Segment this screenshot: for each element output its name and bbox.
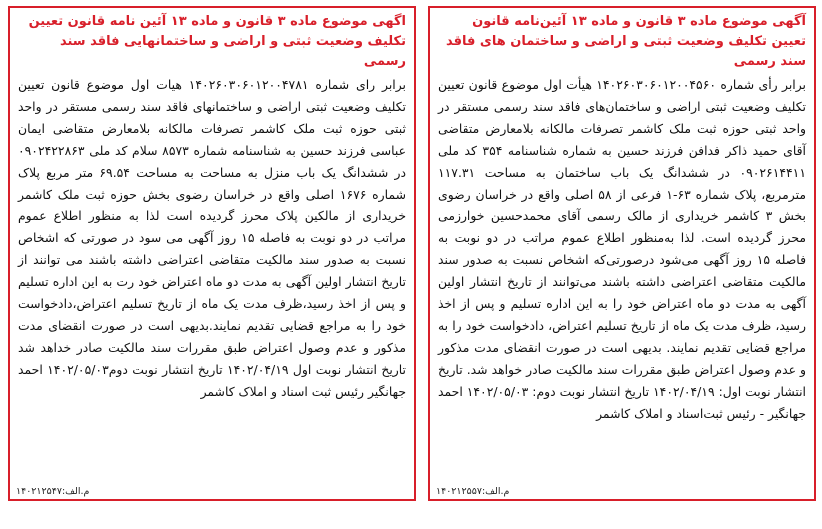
notice-right-body: برابر رأی شماره ۱۴۰۲۶۰۳۰۶۰۱۲۰۰۴۵۶۰ هیأت اول موضوع قانون تعیین تکلیف وضعیت ثبتی اراضی و ساختمان‌های فاقد سند رسمی مستقر در واحد ثبتی حوزه ثبت ملک کاشمر تصرفات مالکانه بلامعارض متقاضی آقای حمید ذاکر فدافن فرزند حسین به شماره شناسنامه ۳۵۴ کد ملی ۰۹۰۲۶۱۴۴۱۱ در ششدانگ یک باب ساختمان به مساحت ۱۱۷.۳۱ مترمربع، پلاک شماره ۶۳-۱ فرعی از ۵۸ اصلی واقع در خراسان رضوی بخش ۳ کاشمر خریداری از مالک رسمی آقای محمدحسین خوارزمی محرز گردیده است. لذا به‌منظور اطلاع عموم مراتب در دو نوبت به فاصله ۱۵ روز آگهی می‌شود درصورتی‌که اشخاص نسبت به صدور سند مالکیت متقاضی اعتراضی داشته باشند می‌توانند از تاریخ انتشار اولین آگهی به مدت دو ماه اعتراض خود را به این اداره تسلیم و پس از اخذ رسید، ظرف مدت یک ماه از تاریخ تسلیم اعتراض، دادخواست خود را به مراجع قضایی تقدیم نمایند. بدیهی است در صورت انقضای مدت مذکور و عدم وصول اعتراض طبق مقررات سند مالکیت صادر خواهد شد. تاریخ انتشار نوبت اول: ۱۴۰۲/۰۴/۱۹ تاریخ انتشار نوبت دوم: ۱۴۰۲/۰۵/۰۳ احمد جهانگیر - رئیس ثبت‌اسناد و املاک کاشمر [438,77,807,421]
notice-right [428,6,816,501]
notice-left-title: اگهی موضوع ماده ۳ قانون و ماده ۱۳ آئین نامه قانون تعیین تکلیف وضعیت ثبتی و اراضی و ساختمانهایی فاقد سند رسمی [28,14,406,69]
notice-right-ref: م.الف:۱۴۰۲۱۲۵۵۷ [436,486,510,497]
notice-left [8,6,416,501]
notice-left-body: برابر رای شماره ۱۴۰۲۶۰۳۰۶۰۱۲۰۰۴۷۸۱ هیات اول موضوع قانون تعیین تکلیف وضعیت ثبتی اراضی و ساختمانهای فاقد سند رسمی مستقر در واحد ثبتی حوزه ثبت ملک کاشمر تصرفات مالکانه بلامعارض متقاضی ایمان عباسی فرزند حسین به شناسنامه شماره ۸۵۷۳ سلام کد ملی ۰۹۰۲۴۲۲۸۶۳ در ششدانگ یک باب منزل به مساحت به مساحت ۶۹.۵۴ متر مربع پلاک شماره ۱۶۷۶ اصلی واقع در خراسان رضوی بخش حوزه ثبت ملک کاشمر خریداری از مالکین پلاک محرز گردیده است لذا به منظور اطلاع عموم مراتب در دو نوبت به فاصله ۱۵ روز آگهی می سود در صورتی که اشخاص نسبت به صدور سند مالکیت متقاضی اعتراضی داشته باشند می توانند از تاریخ انتشار اولین آگهی به مدت دو ماه اعتراض خود رت به این اداره تسلیم و پس از اخذ رسید،ظرف مدت یک ماه از تاریخ تسلیم اعتراض،دادخواست خود را به مراجع قضایی تقدیم نمایند.بدیهی است در صورت انقضای مدت مذکور و عدم وصول اعتراض طبق مقررات سند مالکیت صادر خداهد شد تاریخ انتشار نوبت اول ۱۴۰۲/۰۴/۱۹ تاریخ انتشار نوبت دوم۱۴۰۲/۰۵/۰۳ احمد جهانگیر رئیس ثبت اسناد و املاک کاشمر [18,77,407,399]
notice-left-ref: م.الف:۱۴۰۲۱۲۵۴۷ [16,486,90,497]
notice-right-title: آگهی موضوع ماده ۳ قانون و ماده ۱۳ آئین‌نامه قانون تعیین تکلیف وضعیت ثبتی و اراضی و ساختمان های فاقد سند رسمی [445,14,806,69]
